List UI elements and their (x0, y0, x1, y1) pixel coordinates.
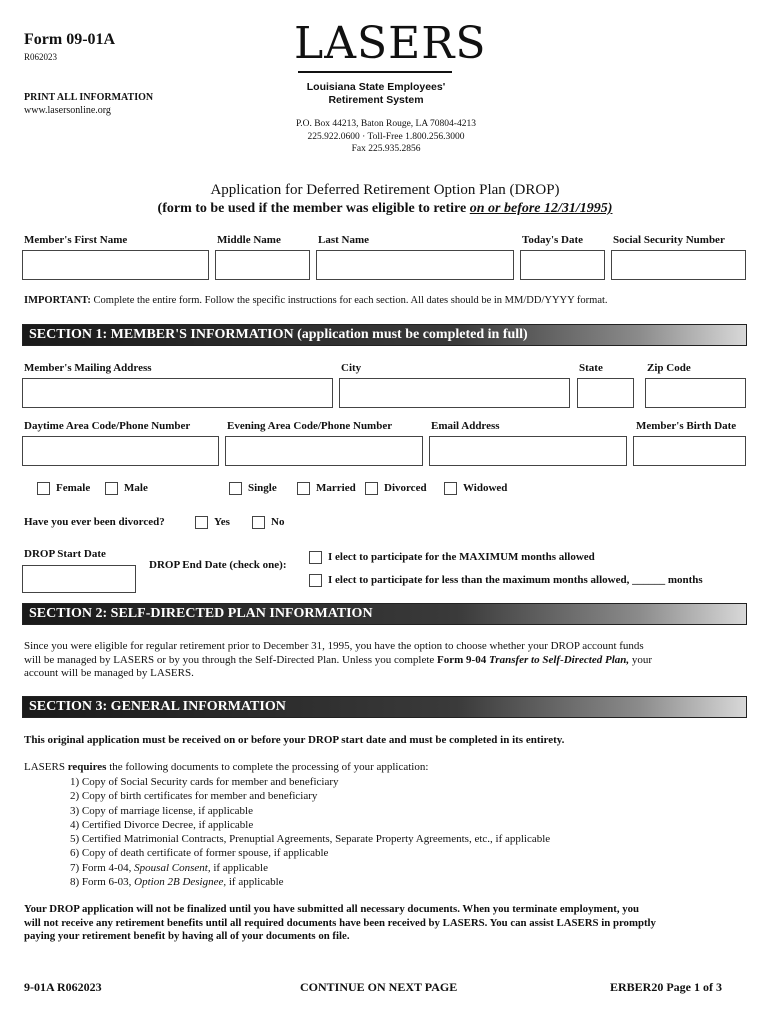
day-phone-field[interactable] (22, 436, 219, 466)
section2-header: SECTION 2: SELF-DIRECTED PLAN INFORMATION (22, 603, 747, 625)
widowed-checkbox[interactable] (444, 482, 457, 495)
mailing-address: P.O. Box 44213, Baton Rouge, LA 70804-4213 (296, 119, 476, 129)
female-checkbox[interactable] (37, 482, 50, 495)
zip-label: Zip Code (647, 362, 691, 374)
section3-header: SECTION 3: GENERAL INFORMATION (22, 696, 747, 718)
todays-date-label: Today's Date (522, 234, 584, 246)
drop-start-field[interactable] (22, 565, 136, 593)
state-field[interactable] (577, 378, 634, 408)
form-title: Application for Deferred Retirement Option Plan (DROP) (210, 182, 560, 198)
section1-header: SECTION 1: MEMBER'S INFORMATION (application must be completed in full) (22, 324, 747, 346)
divorced-no-checkbox[interactable] (252, 516, 265, 529)
drop-less-checkbox[interactable] (309, 574, 322, 587)
male-label: Male (124, 482, 148, 494)
single-checkbox[interactable] (229, 482, 242, 495)
original-application-note: This original application must be received on or before your DROP start date and must be completed in its entirety. (24, 734, 565, 746)
drop-less-label: I elect to participate for less than the maximum months allowed, ______ months (328, 574, 703, 586)
eve-phone-label: Evening Area Code/Phone Number (227, 420, 393, 432)
required-documents-list (70, 775, 550, 889)
website-link[interactable]: www.lasersonline.org (24, 105, 111, 116)
last-name-field[interactable] (316, 250, 514, 280)
eve-phone-field[interactable] (225, 436, 423, 466)
logo-wordmark: LASERS (294, 18, 487, 69)
revision-code: R062023 (24, 52, 58, 62)
single-label: Single (248, 482, 277, 494)
fax-number: Fax 225.935.2856 (351, 144, 421, 154)
birth-date-field[interactable] (633, 436, 746, 466)
list-item: 1) Copy of Social Security cards for member and beneficiary (70, 776, 339, 788)
drop-max-checkbox[interactable] (309, 551, 322, 564)
male-checkbox[interactable] (105, 482, 118, 495)
form-number: Form 09-01A (24, 31, 116, 48)
middle-name-field[interactable] (215, 250, 310, 280)
first-name-label: Member's First Name (24, 234, 128, 246)
list-item: 4) Certified Divorce Decree, if applicable (70, 818, 254, 831)
phone-numbers: 225.922.0600 · Toll-Free 1.800.256.3000 (307, 131, 465, 142)
footer-continue: CONTINUE ON NEXT PAGE (300, 980, 458, 994)
list-item: 5) Certified Matrimonial Contracts, Prenuptial Agreements, Separate Property Agreements, etc., if applicable (70, 833, 551, 846)
last-name-label: Last Name (318, 234, 370, 246)
married-label: Married (316, 482, 356, 494)
first-name-field[interactable] (22, 250, 209, 280)
mailing-address-field[interactable] (22, 378, 333, 408)
list-item: 6) Copy of death certificate of former spouse, if applicable (70, 847, 329, 860)
ssn-label: Social Security Number (613, 234, 725, 246)
print-all-note: PRINT ALL INFORMATION (24, 92, 154, 103)
widowed-label: Widowed (463, 482, 508, 494)
ssn-field[interactable] (611, 250, 746, 280)
city-field[interactable] (339, 378, 570, 408)
divorced-yes-checkbox[interactable] (195, 516, 208, 529)
mailing-address-label: Member's Mailing Address (24, 362, 152, 374)
logo-rule (298, 71, 452, 73)
list-item: 3) Copy of marriage license, if applicable (70, 804, 253, 817)
todays-date-field[interactable] (520, 250, 605, 280)
city-label: City (341, 362, 362, 374)
final-note: Your DROP application will not be finalized until you have submitted all necessary documents. When you terminate employment, you will not receive any retirement benefits until all required documents have been received by LASERS. You can assist LASERS in promptly paying your retirement benefit by having all of your documents on file. (24, 903, 656, 943)
married-checkbox[interactable] (297, 482, 310, 495)
divorced-yes-label: Yes (214, 516, 230, 528)
contact-block (260, 118, 512, 156)
section2-text: Since you were eligible for regular retirement prior to December 31, 1995, you have the option to choose whether your DROP account funds will be managed by LASERS or by you through the Self-Directed Plan. Unless you complete Form 9-04 Transfer to Self-Directed Plan, your account will be managed by LASERS. (24, 640, 653, 679)
drop-end-label: DROP End Date (check one): (149, 559, 287, 571)
footer-page-number: ERBER20 Page 1 of 3 (610, 980, 722, 994)
female-label: Female (56, 482, 91, 494)
divorced-no-label: No (271, 516, 285, 528)
divorced-question: Have you ever been divorced? (24, 516, 165, 528)
org-name: Louisiana State Employees' Retirement System (306, 81, 446, 106)
requires-intro: LASERS requires the following documents to complete the processing of your application: (24, 761, 429, 773)
list-item: 2) Copy of birth certificates for member and beneficiary (70, 790, 318, 803)
important-note: IMPORTANT: Complete the entire form. Follow the specific instructions for each section. All dates should be in MM/DD/YYYY format. (24, 295, 608, 306)
list-item: 8) Form 6-03, Option 2B Designee, if applicable (70, 876, 284, 889)
zip-field[interactable] (645, 378, 746, 408)
drop-start-label: DROP Start Date (24, 548, 106, 560)
middle-name-label: Middle Name (217, 234, 281, 246)
birth-date-label: Member's Birth Date (636, 420, 737, 432)
drop-max-label: I elect to participate for the MAXIMUM months allowed (328, 551, 595, 563)
day-phone-label: Daytime Area Code/Phone Number (24, 420, 191, 432)
email-label: Email Address (431, 420, 500, 432)
email-field[interactable] (429, 436, 627, 466)
form-subtitle: (form to be used if the member was eligible to retire on or before 12/31/1995) (157, 201, 613, 216)
state-label: State (579, 362, 603, 374)
divorced-label: Divorced (384, 482, 427, 494)
footer-form-code: 9-01A R062023 (24, 980, 102, 994)
list-item: 7) Form 4-04, Spousal Consent, if applicable (70, 861, 268, 874)
lasers-logo (294, 18, 487, 76)
divorced-checkbox[interactable] (365, 482, 378, 495)
